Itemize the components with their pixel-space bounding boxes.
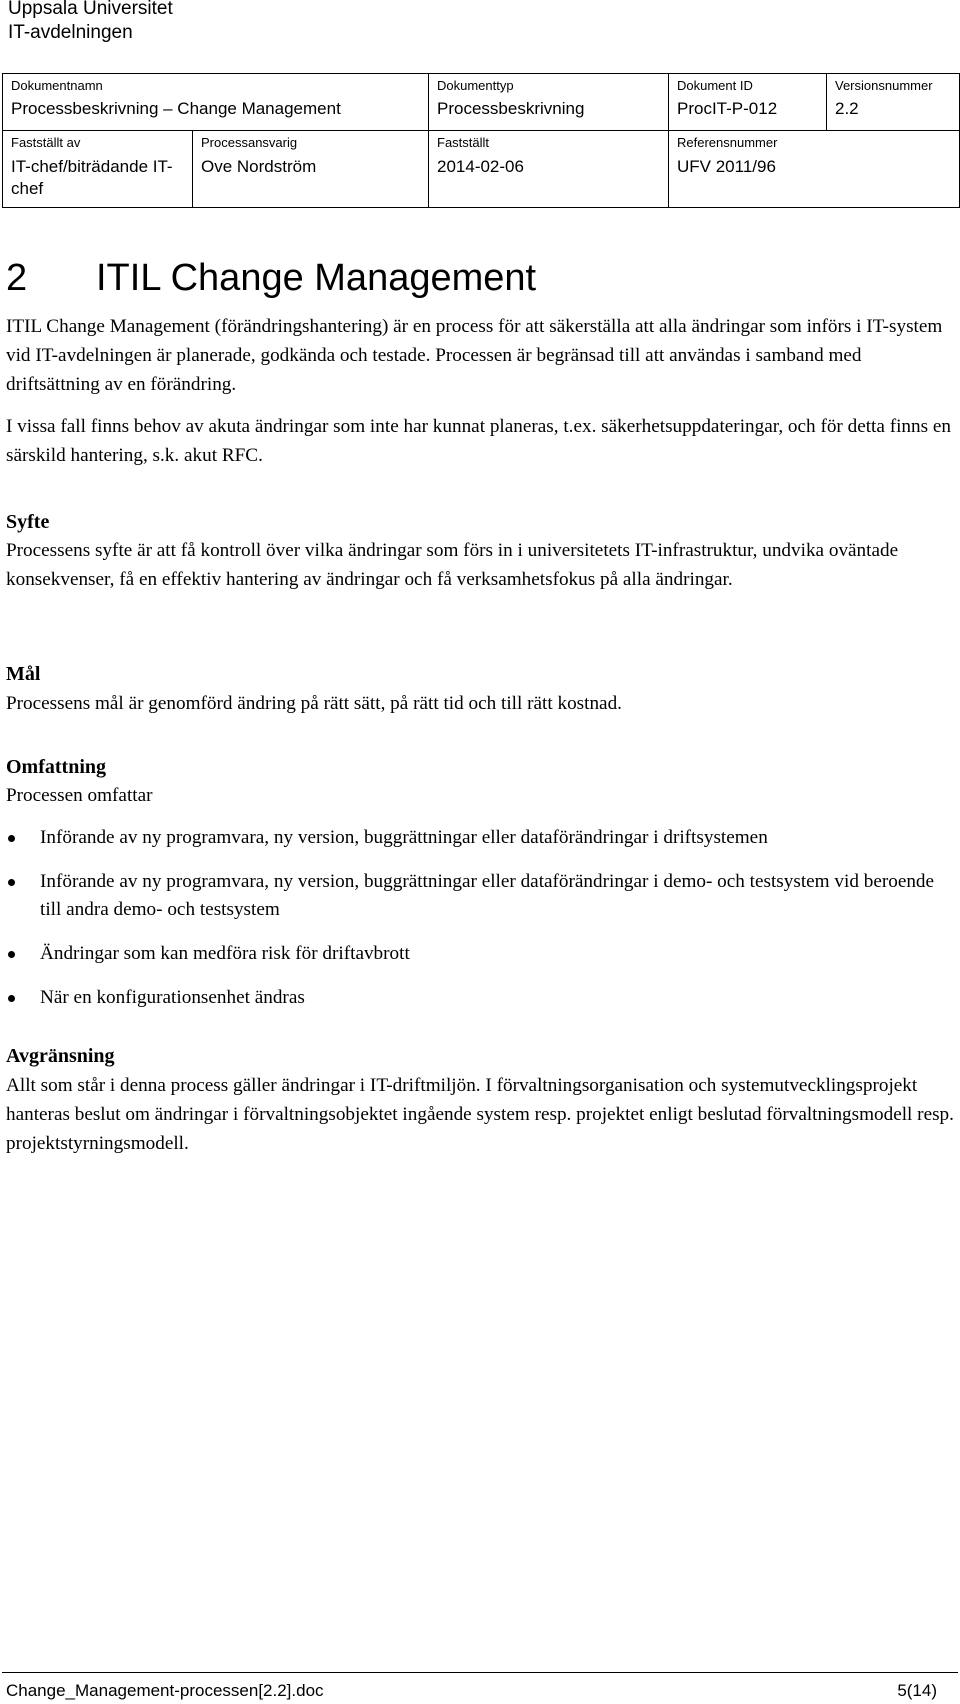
meta-cell-dokumentnamn xyxy=(3,74,429,131)
list-item: Ändringar som kan medföra risk för driftavbrott xyxy=(6,940,956,968)
faststallt-value: 2014-02-06 xyxy=(437,157,524,176)
processansvarig-label: Processansvarig xyxy=(201,135,298,150)
processansvarig-value: Ove Nordström xyxy=(201,157,317,176)
syfte-text: Processens syfte är att få kontroll över vilka ändringar som förs in i universitetets IT-infrastruktur, undvika oväntade konsekvenser, få en effektiv hantering av ändringar och få verksamhetsfokus på alla ändringar. xyxy=(6,540,899,590)
list-item: När en konfigurationsenhet ändras xyxy=(6,984,956,1012)
faststallt-label: Fastställt xyxy=(437,135,490,150)
dokumenttyp-value: Processbeskrivning xyxy=(437,99,585,118)
dokument-id-label: Dokument ID xyxy=(677,78,753,93)
mal-text: Processens mål är genomförd ändring på rätt sätt, på rätt tid och till rätt kostnad. xyxy=(6,693,622,714)
version-value: 2.2 xyxy=(835,99,859,118)
faststallt-av-value: IT-chef/biträdande IT-chef xyxy=(11,157,173,198)
footer-divider xyxy=(2,1672,958,1673)
meta-cell-faststallt xyxy=(429,131,669,208)
meta-cell-faststallt-av xyxy=(3,131,193,208)
intro-paragraph-1: ITIL Change Management (förändringshantering) är en process för att säkerställa att alla ändringar som införs i IT-system vid IT-avdelningen är planerade, godkända och testade. Processen är begränsad till att användas i samband med driftsättning av en förändring. xyxy=(6,316,943,395)
dokument-id-value: ProcIT-P-012 xyxy=(677,99,778,118)
intro-paragraph-2: I vissa fall finns behov av akuta ändringar som inte har kunnat planeras, t.ex. säkerhetsuppdateringar, och för detta finns en särskild hantering, s.k. akut RFC. xyxy=(6,416,951,466)
list-item: Införande av ny programvara, ny version, buggrättningar eller dataförändringar i driftsystemen xyxy=(6,824,956,852)
dokumenttyp-label: Dokumenttyp xyxy=(437,78,514,93)
section-number: 2 xyxy=(6,257,28,299)
omfattning-list xyxy=(6,824,956,1028)
footer-filename: Change_Management-processen[2.2].doc xyxy=(6,1681,324,1700)
faststallt-av-label: Fastställt av xyxy=(11,135,81,150)
meta-cell-version xyxy=(827,74,960,131)
avgransning-text: Allt som står i denna process gäller ändringar i IT-driftmiljön. I förvaltningsorganisation och systemutvecklingsprojekt hanteras beslut om ändringar i förvaltningsobjektet ingående system resp. projektet enligt beslutad förvaltningsmodell resp. projektstyrningsmodell. xyxy=(6,1075,954,1154)
document-meta-table xyxy=(2,73,960,208)
dokumentnamn-label: Dokumentnamn xyxy=(11,78,103,93)
section-title: ITIL Change Management xyxy=(96,257,537,299)
meta-cell-processansvarig xyxy=(193,131,429,208)
dokumentnamn-value: Processbeskrivning – Change Management xyxy=(11,99,341,118)
section-heading xyxy=(6,255,536,301)
list-item: Införande av ny programvara, ny version, buggrättningar eller dataförändringar i demo- och testsystem vid beroende till andra demo- och testsystem xyxy=(6,868,956,924)
university-name: Uppsala Universitet xyxy=(8,0,173,19)
avgransning-heading: Avgränsning xyxy=(6,1045,115,1067)
footer-page-number: 5(14) xyxy=(897,1681,937,1700)
department-name: IT-avdelningen xyxy=(8,22,133,43)
meta-cell-dokumenttyp xyxy=(429,74,669,131)
syfte-heading: Syfte xyxy=(6,511,50,533)
mal-heading: Mål xyxy=(6,663,41,685)
omfattning-intro: Processen omfattar xyxy=(6,785,153,806)
meta-cell-referens xyxy=(669,131,960,208)
version-label: Versionsnummer xyxy=(835,78,933,93)
omfattning-heading: Omfattning xyxy=(6,756,106,778)
referens-label: Referensnummer xyxy=(677,135,778,150)
referens-value: UFV 2011/96 xyxy=(677,157,776,176)
meta-cell-dokument-id xyxy=(669,74,827,131)
